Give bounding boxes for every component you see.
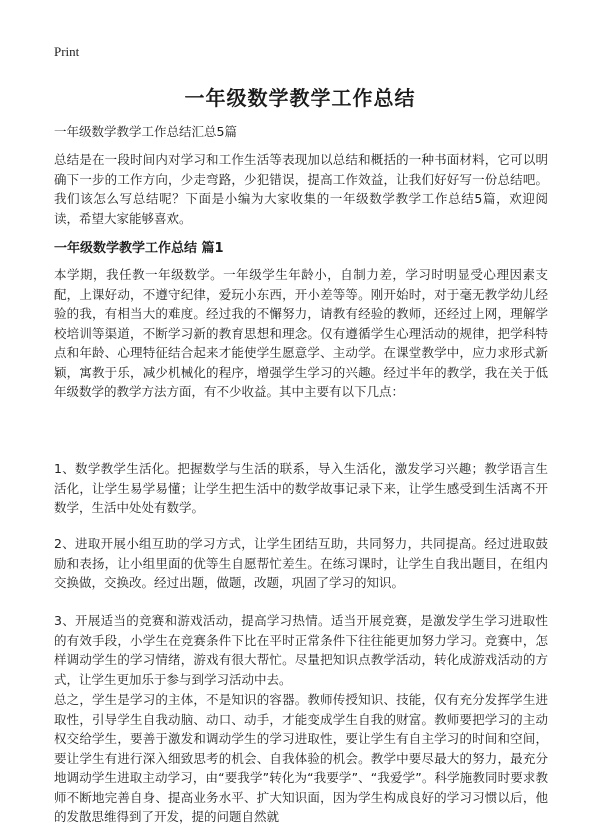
print-link[interactable]: Print xyxy=(54,44,80,59)
section-heading: 一年级数学教学工作总结 篇1 xyxy=(54,241,224,256)
body-paragraph-3: 2、进取开展小组互助的学习方式，让学生团结互助，共同努力，共同提高。经过进取鼓励和表扬，让小组里面的优等生自愿帮忙差生。在练习课时，让学生自我出题目，在组内交换做，交换改。经过出题，做题，改题，巩固了学习的知识。 xyxy=(54,536,548,590)
body-paragraph-2: 1、数学教学生活化。把握数学与生活的联系，导入生活化，激发学习兴趣；教学语言生活化，让学生易学易懂；让学生把生活中的数学故事记录下来，让学生感受到生活离不开数学，生活中处处有数学。 xyxy=(54,461,548,515)
document-subtitle: 一年级数学教学工作总结汇总5篇 xyxy=(54,124,237,139)
document-title: 一年级数学教学工作总结 xyxy=(184,86,416,110)
body-paragraph-1: 本学期，我任教一年级数学。一年级学生年龄小，自制力差，学习时明显受心理因素支配，上课好动，不遵守纪律，爱玩小东西，开小差等等。刚开始时，对于毫无教学幼儿经验的我，有相当大的难度。经过我的不懈努力，请教有经验的教师，还经过上网，理解学校培训等渠道，不断学习新的教育思想和理念。仅有遵循学生心理活动的规律，把学科特点和年龄、心理特征结合起来才能使学生愿意学、主动学。在课堂教学中，应力求形式新颖，寓教于乐，减少机械化的程序，增强学生学习的兴趣。经过半年的教学，我在关于低年级数学的教学方法方面，有不少收益。其中主要有以下几点： xyxy=(54,267,548,399)
body-paragraph-4: 3、开展适当的竞赛和游戏活动，提高学习热情。适当开展竞赛，是激发学生学习进取性的有效手段，小学生在竞赛条件下比在平时正常条件下往往能更加努力学习。竞赛中，怎样调动学生的学习情绪，游戏有很大帮忙。尽量把知识点教学活动，转化成游戏活动的方式，让学生更加乐于参与到学习活动中去。 xyxy=(54,613,548,687)
body-paragraph-5: 总之，学生是学习的主体，不是知识的容器。教师传授知识、技能，仅有充分发挥学生进取性，引导学生自我动脑、动口、动手，才能变成学生自我的财富。教师要把学习的主动权交给学生，要善于激发和调动学生的学习进取性，要让学生有自主学习的时间和空间，要让学生有进行深入细致思考的机会、自我体验的机会。教学中要尽最大的努力，最充分地调动学生进取主动学习，由“要我学”转化为“我要学”、“我爱学”。科学施教同时要求教师不断地完善自身、提高业务水平、扩大知识面，因为学生构成良好的学习习惯以后，他的发散思维得到了开发，提的问题自然就 xyxy=(54,692,548,824)
intro-paragraph: 总结是在一段时间内对学习和工作生活等表现加以总结和概括的一种书面材料，它可以明确下一步的工作方向，少走弯路，少犯错误，提高工作效益，让我们好好写一份总结吧。我们该怎么写总结呢？下面是小编为大家收集的一年级数学教学工作总结5篇，欢迎阅读，希望大家能够喜欢。 xyxy=(54,152,548,226)
